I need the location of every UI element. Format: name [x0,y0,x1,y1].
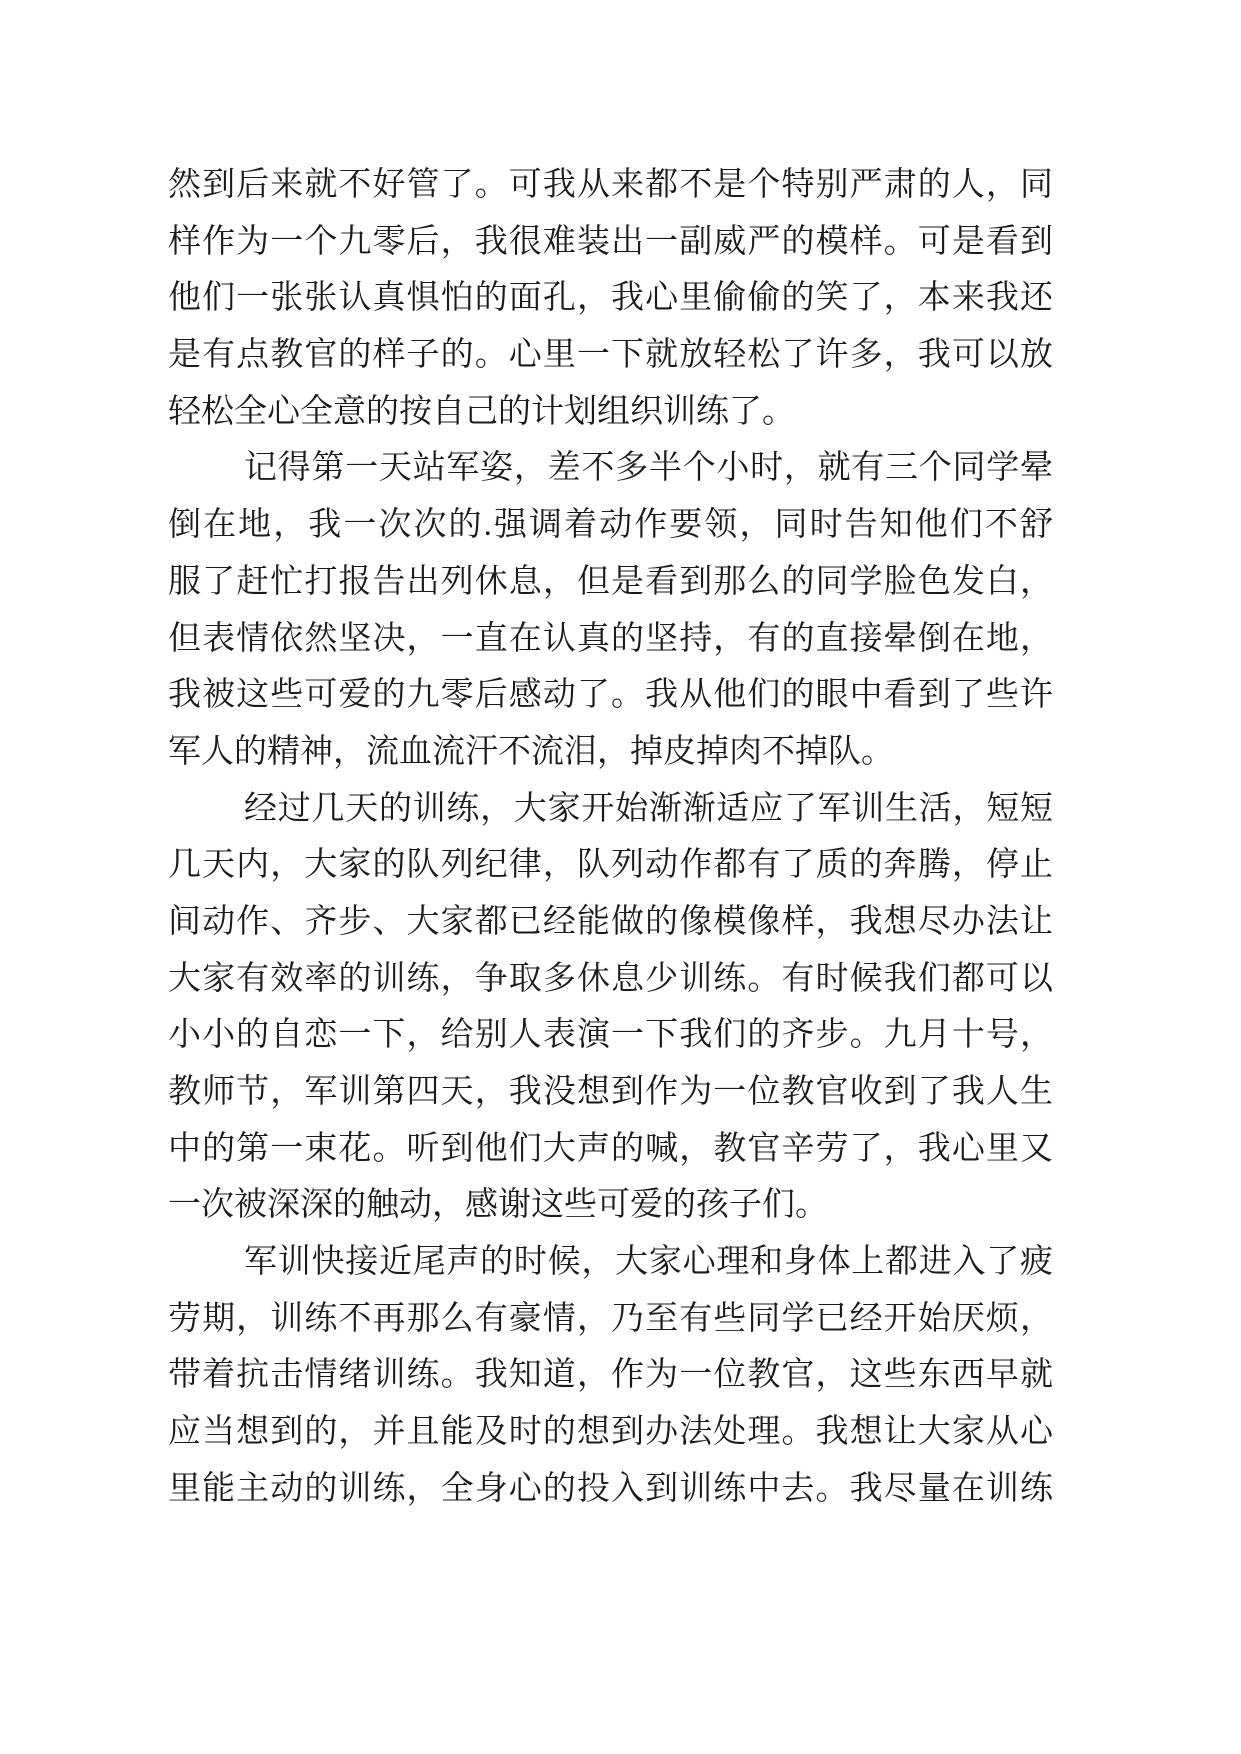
paragraph-3 [168,781,1053,1235]
text-line: 间动作、齐步、大家都已经能做的像模像样，我想尽办法让 [168,903,1053,940]
page-text-block [168,157,1053,1518]
text-line: 样作为一个九零后，我很难装出一副威严的模样。可是看到 [168,223,1053,260]
text-line: 但表情依然坚决，一直在认真的坚持，有的直接晕倒在地， [168,620,1053,657]
text-line: 大家有效率的训练，争取多休息少训练。有时候我们都可以 [168,960,1053,997]
text-line: 带着抗击情绪训练。我知道，作为一位教官，这些东西早就 [168,1357,1053,1394]
text-line: 记得第一天站军姿，差不多半个小时，就有三个同学晕 [244,450,1053,487]
text-line: 小小的自恋一下，给别人表演一下我们的齐步。九月十号， [168,1017,1053,1054]
text-line: 一次被深深的触动，感谢这些可爱的孩子们。 [168,1187,828,1224]
text-line: 应当想到的，并且能及时的想到办法处理。我想让大家从心 [168,1414,1053,1451]
text-line: 劳期，训练不再那么有豪情，乃至有些同学已经开始厌烦， [168,1300,1053,1337]
text-line: 中的第一束花。听到他们大声的喊，教官辛劳了，我心里又 [168,1130,1053,1167]
text-line: 军训快接近尾声的时候，大家心理和身体上都进入了疲 [244,1244,1053,1281]
paragraph-1 [168,157,1053,440]
text-line: 经过几天的训练，大家开始渐渐适应了军训生活，短短 [244,790,1053,827]
text-line: 倒在地，我一次次的.强调着动作要领，同时告知他们不舒 [168,507,1053,544]
text-line: 教师节，军训第四天，我没想到作为一位教官收到了我人生 [168,1074,1053,1110]
paragraph-2 [168,440,1053,780]
text-line: 他们一张张认真惧怕的面孔，我心里偷偷的笑了，本来我还 [168,280,1053,317]
text-line: 我被这些可爱的九零后感动了。我从他们的眼中看到了些许 [168,677,1053,714]
text-line: 轻松全心全意的按自己的计划组织训练了。 [168,393,795,430]
text-line: 里能主动的训练，全身心的投入到训练中去。我尽量在训练 [168,1470,1053,1507]
text-line: 服了赶忙打报告出列休息，但是看到那么的同学脸色发白， [168,563,1053,600]
paragraph-4 [168,1234,1053,1517]
text-line: 是有点教官的样子的。心里一下就放轻松了许多，我可以放 [168,337,1053,374]
text-line: 几天内，大家的队列纪律，队列动作都有了质的奔腾，停止 [168,847,1053,884]
text-line: 然到后来就不好管了。可我从来都不是个特别严肃的人，同 [168,167,1053,203]
text-line: 军人的精神，流血流汗不流泪，掉皮掉肉不掉队。 [168,733,894,770]
